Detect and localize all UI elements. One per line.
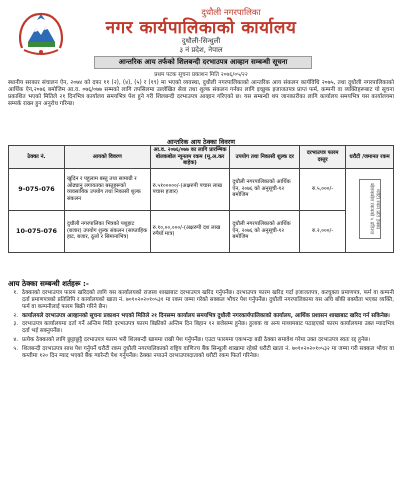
table-row (9, 168, 394, 210)
municipality-name: दुधौली नगरपालिका (201, 8, 261, 18)
condition-text: शिलबन्दी दरभाउपत्र साथ पेश गर्नुपर्ने धरौटी रकम दुधौली नगरपालिकाको राष्ट्रिय वाणिज्य बैंक सिन्धुली शाखामा रहेको धरौटी खाता नं. ७०१०२०२०१०५३२ मा जम्मा गरी सक्कल भौचर वा कम्तीमा १२० दिन म्याद भएको बैंक ग्यारेन्टी पेश गर्नुपर्नेछ। ठेक्का नपाउने दरभाउपत्रदाताको धरौटी रकम फिर्ता गरिनेछ। (22, 345, 394, 359)
condition-item (8, 321, 394, 335)
tender-number: 10-075-076 (9, 210, 65, 252)
condition-number: ४. (13, 337, 18, 344)
table-header-row (9, 146, 394, 169)
header-form-fee: दरभाउपत्र फारम दस्तुर (300, 146, 346, 169)
tender-rate: दुधौली नगरपालिकाको आर्थिक ऐन, २०७६ को अनुसूची-१२ बमोजिम (230, 210, 300, 252)
condition-item (8, 337, 394, 344)
tender-table (8, 145, 394, 253)
header-minimum-amount: आ.व. २०७६/०७७ का लागि प्रारम्भिक बोलकबोल न्यूनतम रकम (मू.अ.कर बाहेक) (150, 146, 230, 169)
notice-publish-date: प्रथम पटक सूचना प्रकाशन मिति २०७६/०५/२२ (154, 72, 248, 78)
condition-item (8, 313, 394, 320)
header-tender-number: ठेक्का नं. (9, 146, 65, 169)
tender-amount: रु.१०,००,०००/-(अक्षरुपी दश लाख रुपैयाँ मात्र) (150, 210, 230, 252)
tender-form-fee: रु.२,०००/- (300, 210, 346, 252)
table-caption: आन्तरिक आय ठेक्का विवरण (167, 138, 235, 146)
conditions-list (8, 290, 394, 361)
condition-number: ५. (13, 345, 18, 352)
condition-text: दरभाउपत्र कार्यालयमा दर्ता गर्ने अन्तिम मिति दरभाउपत्र फारम बिक्रीको अन्तिम दिन बिहान १२ बजेसम्म हुनेछ। हुलाक वा अन्य माध्यमबाट पठाइएको फारम कार्यालयमा उक्त म्यादभित्र दर्ता भई सक्नुपर्नेछ। (22, 321, 394, 335)
deposit-stamp-cell (346, 168, 394, 252)
condition-text: कार्यालयले दरभाउपत्र आव्हानको सूचना प्रकाशन भएको मितिले २१ दिनसम्म कार्यालय समयभित्र दुधौली नगरकार्यपालिकाको कार्यालय, आर्थिक प्रशासन शाखाबाट खरिद गर्न सकिनेछ। (22, 312, 390, 319)
tender-description: दुधौली नगरपालिका भित्रको पशुहाट (बजार) उपयोग शुल्क संकलन (साप्ताहिक हाट, बजार, ठूलो र सिमानाभित्र) (64, 210, 150, 252)
tender-description: खुदिन र पहुलाम बस्तु तथा सामाग्री र ओढ्यानु लगायतका बस्तुहरूको व्यवसायिक उपयोग तथा निकासी शुल्क संकलन (64, 168, 150, 210)
header-income-description: आयको विवरण (64, 146, 150, 169)
table-row (9, 210, 394, 252)
notice-intro-paragraph: स्थानीय सरकार संचालन ऐन, २०७४ को दफा ११ (२), (४), (५) र (१९) मा भएको व्यवस्था, दुधौली नगरपालिकाको आन्तरिक आय संकलन कार्यविधि २०७५, तथा दुधौली नगरपालिकाको आर्थिक ऐन,२०७६ बमोजिम आ.व. ०७६/०७७ सम्मको लागि तपसिलमा उल्लेखित सेवा तथा शुल्क संकलन गर्नका लागि इच्छुक इजाजतपत्र प्राप्त फर्म, कम्पनी वा व्यक्तिहरूबाट यो सूचना प्रकाशित भएको मितिले २१ दिनभित्र कार्यालय समयभित्र पेश हुने गरी शिलबन्दी दरभाउपत्र आव्हान गरिएको छ। यस सम्बन्धी थप जानकारीका लागि कार्यालय समयभित्र यस कार्यालयमा सम्पर्क राख्न हुन अनुरोध गरिन्छ। (8, 80, 394, 108)
office-title: नगर कार्यपालिकाको कार्यालय (105, 18, 297, 38)
office-address: दुधौली-सिन्धुली (181, 37, 221, 45)
condition-text: प्रत्येक ठेक्काको लागि छुट्टाछुट्टै दरभाउपत्र फारम भरी शिलबन्दी खाममा राखी पेश गर्नुपर्नेछ। एउटा फारममा एकभन्दा बढी ठेक्का समावेश गरेमा उक्त दरभाउपत्र स्वतः रद्द हुनेछ। (22, 337, 371, 344)
deposit-stamp: धरौटी रकम प्रति ठेक्का बोलकबोल रकमको ५ प्रतिशत (359, 179, 381, 239)
condition-number: १. (13, 290, 18, 296)
condition-number: ३. (13, 321, 18, 328)
condition-number: २. (13, 312, 18, 319)
conditions-title: आय ठेक्का सम्बन्धी शर्तहरू :- (8, 279, 89, 288)
condition-item (8, 346, 394, 360)
tender-amount: रु.५१०००००/-(अक्षरुपी पचास लाख पचास हजार) (150, 168, 230, 210)
notice-title: आन्तरिक आय तर्फको शिलबन्दी दरभाउपत्र आव्हान सम्बन्धी सूचना (94, 56, 312, 69)
tender-form-fee: रु.५,०००/- (300, 168, 346, 210)
tender-rate: दुधौली नगरपालिकाको आर्थिक ऐन, २०७६ को अनुसूची-१२ बमोजिम (230, 168, 300, 210)
condition-text: ठेक्काको दरभाउपत्र फारम खरिदको लागि यस कार्यालयको राजस्व शाखाबाट दरभाउपत्र खरिद गर्नुपर्नेछ। दरभाउपत्र फारम खरिद गर्दा इजाजतपत्र, करचुक्ता प्रमाणपत्र, फर्म वा कम्पनी दर्ता प्रमाणपत्रको प्रतिलिपि र कार्यालयको खाता नं. ७०१०२०२०१०५३१ मा रकम जम्मा गरेको सक्कल भौचर पेश गर्नुपर्नेछ। दुधौली नगरपालिकामा यस अघि बाँकी बक्यौता भएका व्यक्ति, फर्म वा कम्पनीलाई फारम बिक्री गरिने छैन। (22, 290, 394, 311)
header-usage-rate: उपयोग तथा निकासी शुल्क दर (230, 146, 300, 169)
province-line: ३ नं प्रदेश, नेपाल (179, 46, 223, 54)
header-deposit: धरौटी /जमानत रकम (346, 146, 394, 169)
condition-item (8, 290, 394, 311)
tender-number: 9-075-076 (9, 168, 65, 210)
